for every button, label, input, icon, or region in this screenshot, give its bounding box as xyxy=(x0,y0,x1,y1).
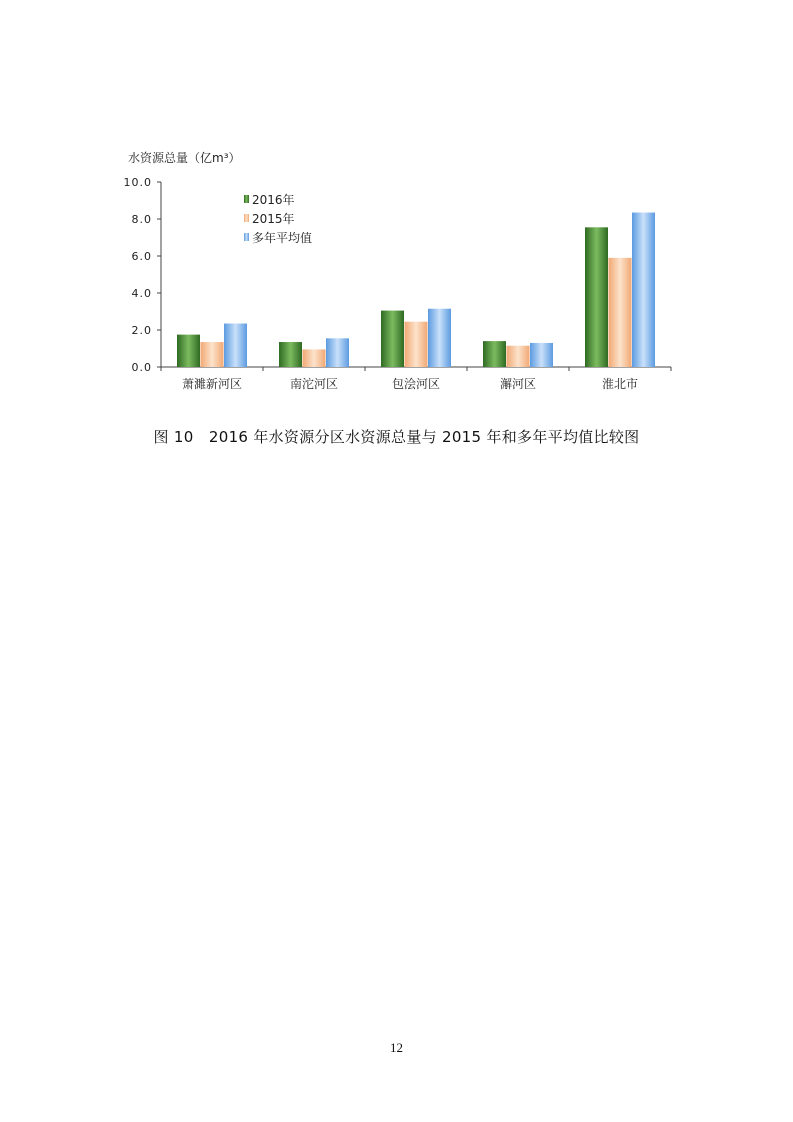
x-tick-labels xyxy=(182,376,638,391)
legend xyxy=(244,192,312,245)
legend-label: 2016年 xyxy=(252,193,295,207)
bar-多年平均值-淮北市 xyxy=(632,213,655,367)
legend-swatch xyxy=(244,214,249,222)
legend-swatch xyxy=(244,195,249,203)
x-tick-label: 淮北市 xyxy=(601,377,639,391)
bar-2015年-包浍河区 xyxy=(405,322,428,367)
y-axis-title: 水资源总量（亿m³） xyxy=(128,151,241,165)
bar-2015年-萧濉新河区 xyxy=(201,342,224,367)
y-tick-label: 4.0 xyxy=(131,287,152,300)
bar-多年平均值-包浍河区 xyxy=(428,309,451,367)
bar-2015年-淮北市 xyxy=(609,258,632,367)
x-tick-label: 萧濉新河区 xyxy=(181,377,243,391)
y-tick-label: 8.0 xyxy=(131,213,152,226)
page-number: 12 xyxy=(390,1040,403,1055)
y-tick-labels xyxy=(124,176,153,374)
x-tick-label: 澥河区 xyxy=(499,377,537,391)
bar-多年平均值-南沱河区 xyxy=(326,338,349,367)
bar-多年平均值-萧濉新河区 xyxy=(224,324,247,367)
bar-2016年-包浍河区 xyxy=(381,311,404,367)
bar-2016年-淮北市 xyxy=(585,227,608,367)
figure-caption: 图 10 2016 年水资源分区水资源总量与 2015 年和多年平均值比较图 xyxy=(153,428,640,446)
bar-2016年-南沱河区 xyxy=(279,342,302,367)
y-tick-label: 2.0 xyxy=(131,324,152,337)
y-tick-label: 10.0 xyxy=(123,176,152,189)
bar-多年平均值-澥河区 xyxy=(530,343,553,367)
y-tick-label: 0.0 xyxy=(131,361,152,374)
bar-chart xyxy=(0,0,793,420)
x-tick-label: 南沱河区 xyxy=(289,377,339,391)
legend-swatch xyxy=(244,233,249,241)
x-tick-label: 包浍河区 xyxy=(391,377,441,391)
bar-2016年-澥河区 xyxy=(483,341,506,367)
legend-label: 2015年 xyxy=(252,212,295,226)
bar-2015年-南沱河区 xyxy=(303,349,326,367)
bar-2015年-澥河区 xyxy=(507,346,530,367)
legend-label: 多年平均值 xyxy=(252,231,313,245)
y-tick-label: 6.0 xyxy=(131,250,152,263)
bar-2016年-萧濉新河区 xyxy=(177,335,200,367)
